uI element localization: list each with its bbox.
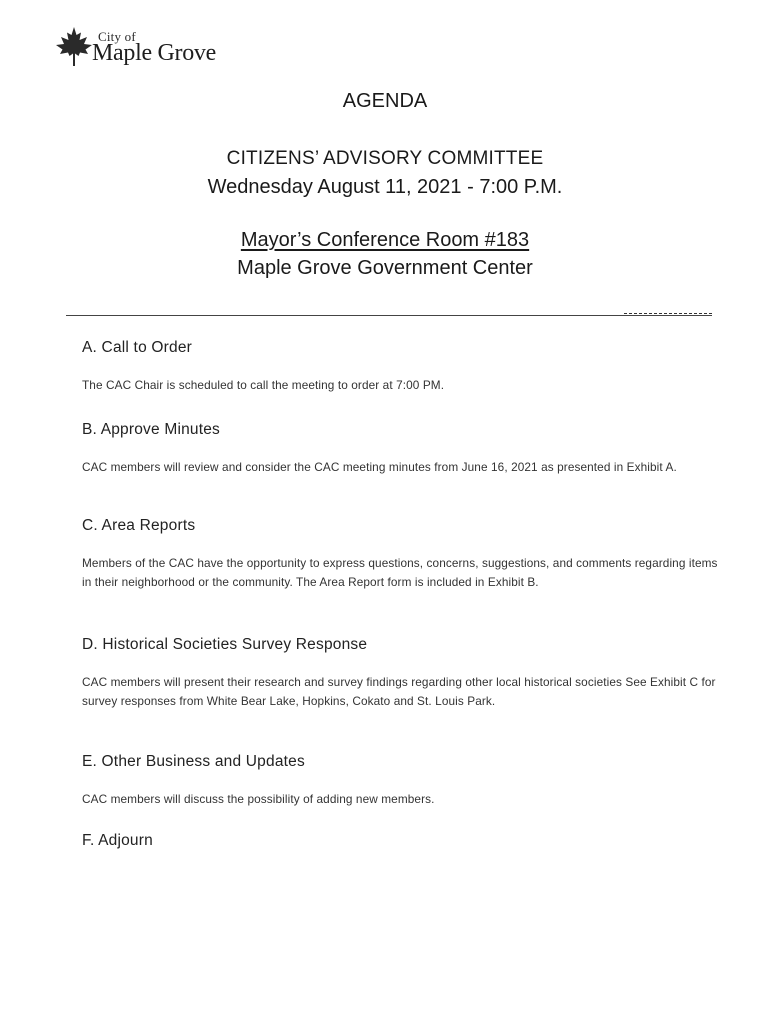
agenda-item-area-reports (82, 517, 722, 592)
agenda-item-approve-minutes (82, 421, 722, 477)
logo-city-name: Maple Grove (92, 40, 216, 66)
agenda-item-title: E. Other Business and Updates (82, 753, 305, 770)
agenda-item-title: D. Historical Societies Survey Response (82, 636, 368, 653)
agenda-item-adjourn (82, 832, 722, 850)
agenda-item-body: CAC members will present their research and survey findings regarding other local historical societies See Exhibit C for survey responses from White Bear Lake, Hopkins, Cokato and St. Louis Park. (82, 675, 716, 708)
agenda-item-body: The CAC Chair is scheduled to call the meeting to order at 7:00 PM. (82, 378, 445, 392)
committee-name: CITIZENS’ ADVISORY COMMITTEE (226, 148, 544, 169)
header-divider-tail (624, 313, 712, 314)
city-logo (54, 26, 234, 70)
agenda-item-body: CAC members will review and consider the CAC meeting minutes from June 16, 2021 as presented in Exhibit A. (82, 460, 677, 474)
agenda-heading: AGENDA (342, 90, 428, 112)
agenda-item-historical-societies (82, 636, 722, 711)
agenda-item-call-to-order (82, 339, 722, 395)
agenda-item-title: A. Call to Order (82, 339, 193, 356)
logo-city-of-text: City of (98, 29, 136, 44)
meeting-building: Maple Grove Government Center (237, 257, 533, 279)
agenda-item-body: CAC members will discuss the possibility of adding new members. (82, 792, 435, 806)
meeting-room: Mayor’s Conference Room #183 (240, 229, 530, 251)
maple-leaf-icon (54, 26, 94, 68)
agenda-item-title: C. Area Reports (82, 517, 196, 534)
header-divider (66, 315, 712, 316)
meeting-datetime: Wednesday August 11, 2021 - 7:00 P.M. (207, 176, 563, 198)
agenda-item-title: F. Adjourn (82, 832, 153, 849)
agenda-item-title: B. Approve Minutes (82, 421, 221, 438)
agenda-item-other-business (82, 753, 722, 809)
agenda-item-body: Members of the CAC have the opportunity to express questions, concerns, suggestions, and comments regarding items in their neighborhood or the community. The Area Report form is included in Exhibit B. (82, 556, 718, 589)
